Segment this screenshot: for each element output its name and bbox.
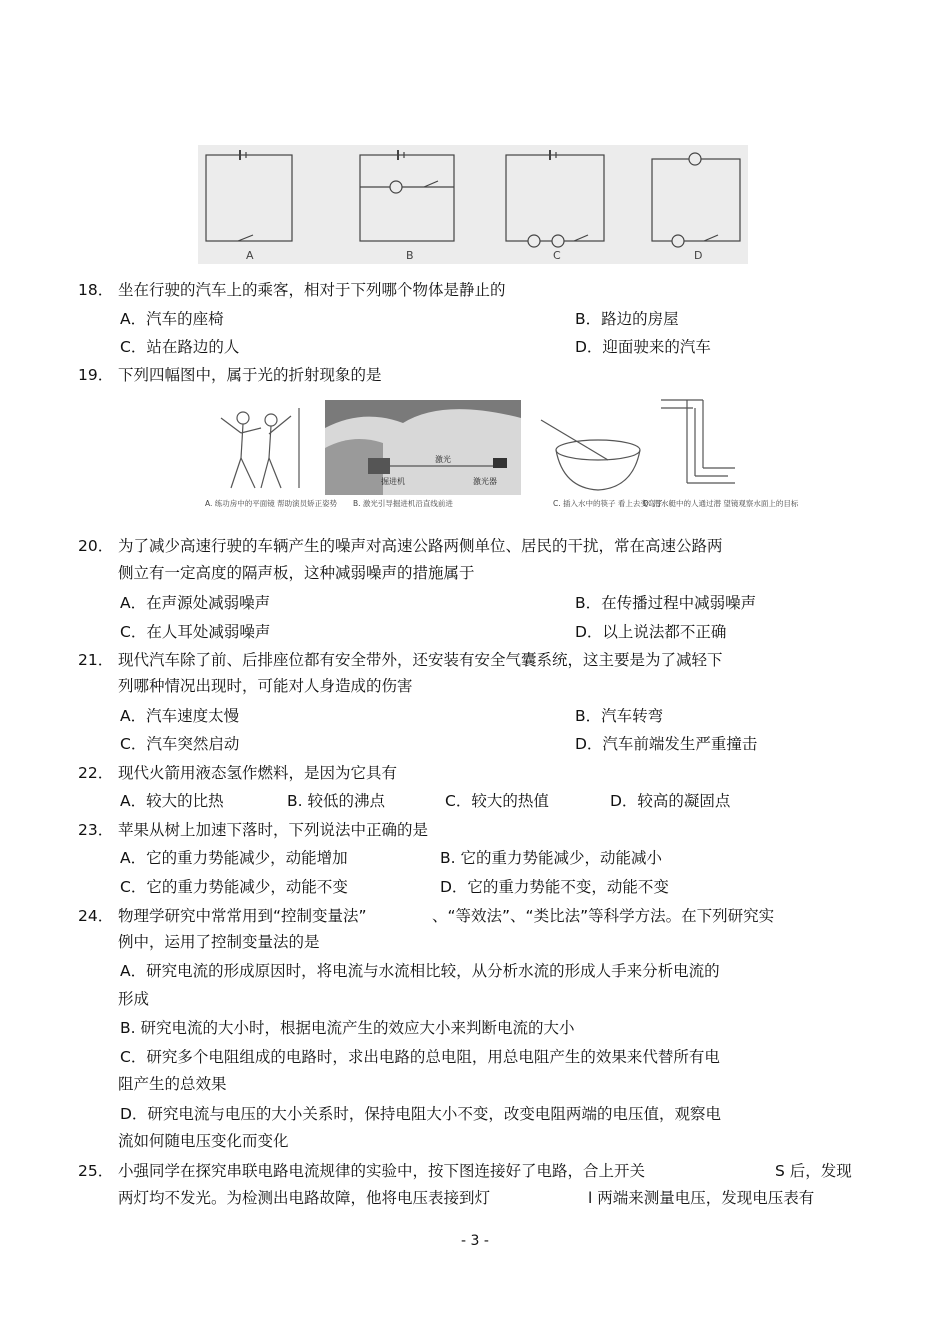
circuit-label-a: A [246, 249, 254, 262]
question-text: 苹果从树上加速下落时，下列说法中正确的是 [118, 821, 429, 839]
option-c-line1: C．研究多个电阻组成的电路时，求出电路的总电阻，用总电阻产生的效果来代替所有电 [120, 1048, 720, 1066]
option-b: B. 它的重力势能减少，动能减小 [440, 849, 662, 867]
option-c: C．站在路边的人 [120, 338, 240, 356]
question-text-line1a: 小强同学在探究串联电路电流规律的实验中，按下图连接好了电路，合上开关 [118, 1162, 646, 1180]
question-number: 22． [78, 764, 114, 782]
circuit-label-b: B [406, 249, 414, 262]
option-d: D．较高的凝固点 [610, 792, 731, 810]
option-b: B．在传播过程中减弱噪声 [575, 594, 757, 612]
question-number: 19． [78, 366, 114, 384]
option-c: C．汽车突然启动 [120, 735, 240, 753]
question-number: 20． [78, 537, 114, 555]
option-b: B．路边的房屋 [575, 310, 679, 328]
question-text-line1: 为了减少高速行驶的车辆产生的噪声对高速公路两侧单位、居民的干扰，常在高速公路两 [118, 537, 723, 555]
option-c-line2: 阻产生的总效果 [118, 1075, 227, 1093]
option-c: C．在人耳处减弱噪声 [120, 623, 271, 641]
question-text-line2: 侧立有一定高度的隔声板，这种减弱噪声的措施属于 [118, 564, 475, 582]
option-c: C．它的重力势能减少，动能不变 [120, 878, 348, 896]
question-text: 现代火箭用液态氢作燃料，是因为它具有 [118, 764, 398, 782]
option-a-line2: 形成 [118, 990, 150, 1008]
option-a: A．汽车的座椅 [120, 310, 224, 328]
option-a: A．汽车速度太慢 [120, 707, 240, 725]
panel-b-label-emitter: 激光器 [473, 477, 497, 486]
panel-b-label-laser: 激光 [435, 455, 451, 464]
question-text: 坐在行驶的汽车上的乘客，相对于下列哪个物体是静止的 [118, 281, 506, 299]
optics-figure [203, 388, 799, 523]
question-number: 24． [78, 907, 114, 925]
question-text-line2a: 两灯均不发光。为检测出电路故障，他将电压表接到灯 [118, 1189, 491, 1207]
question-number: 25． [78, 1162, 114, 1180]
option-a-line1: A．研究电流的形成原因时，将电流与水流相比较，从分析水流的形成人手来分析电流的 [120, 962, 720, 980]
question-text-line2b: l 两端来测量电压，发现电压表有 [588, 1189, 815, 1207]
option-a: A．在声源处减弱噪声 [120, 594, 271, 612]
panel-b-caption: B. 激光引导掘进机沿直线前进 [353, 499, 453, 508]
option-c: C．较大的热值 [445, 792, 549, 810]
option-d: D．以上说法都不正确 [575, 623, 727, 641]
option-d: D．它的重力势能不变，动能不变 [440, 878, 669, 896]
panel-d-caption: D. 潜水艇中的人通过潜 望镜观察水面上的目标 [643, 499, 799, 508]
option-d-line2: 流如何随电压变化而变化 [118, 1132, 289, 1150]
option-b: B. 研究电流的大小时，根据电流产生的效应大小来判断电流的大小 [120, 1019, 575, 1037]
circuit-label-d: D [694, 249, 703, 262]
option-b: B．汽车转弯 [575, 707, 664, 725]
option-a: A．较大的比热 [120, 792, 224, 810]
question-text-line1: 现代汽车除了前、后排座位都有安全带外，还安装有安全气囊系统，这主要是为了减轻下 [118, 651, 723, 669]
question-text-line1b: 、“等效法”、“类比法”等科学方法。在下列研究实 [432, 907, 775, 925]
option-a: A．它的重力势能减少，动能增加 [120, 849, 348, 867]
page-number: - 3 - [461, 1233, 489, 1249]
question-text-line2: 列哪种情况出现时，可能对人身造成的伤害 [118, 677, 413, 695]
question-number: 18． [78, 281, 114, 299]
panel-c-caption: C. 插入水中的筷子 看上去变弯了 [553, 499, 663, 508]
circuit-label-c: C [553, 249, 561, 262]
panel-b-label-machine: 掘进机 [381, 477, 405, 486]
question-text-line1b: S 后，发现 [775, 1162, 852, 1180]
question-text-line2: 例中，运用了控制变量法的是 [118, 933, 320, 951]
question-text-line1a: 物理学研究中常常用到“控制变量法” [118, 907, 367, 925]
panel-a-caption: A. 练功房中的平面镜 帮助演员矫正姿势 [205, 499, 338, 508]
option-d-line1: D．研究电流与电压的大小关系时，保持电阻大小不变，改变电阻两端的电压值，观察电 [120, 1105, 721, 1123]
circuit-figure [198, 145, 748, 264]
question-text: 下列四幅图中，属于光的折射现象的是 [118, 366, 382, 384]
option-b: B. 较低的沸点 [287, 792, 385, 810]
option-d: D．迎面驶来的汽车 [575, 338, 711, 356]
option-d: D．汽车前端发生严重撞击 [575, 735, 758, 753]
question-number: 23． [78, 821, 114, 839]
question-number: 21． [78, 651, 114, 669]
